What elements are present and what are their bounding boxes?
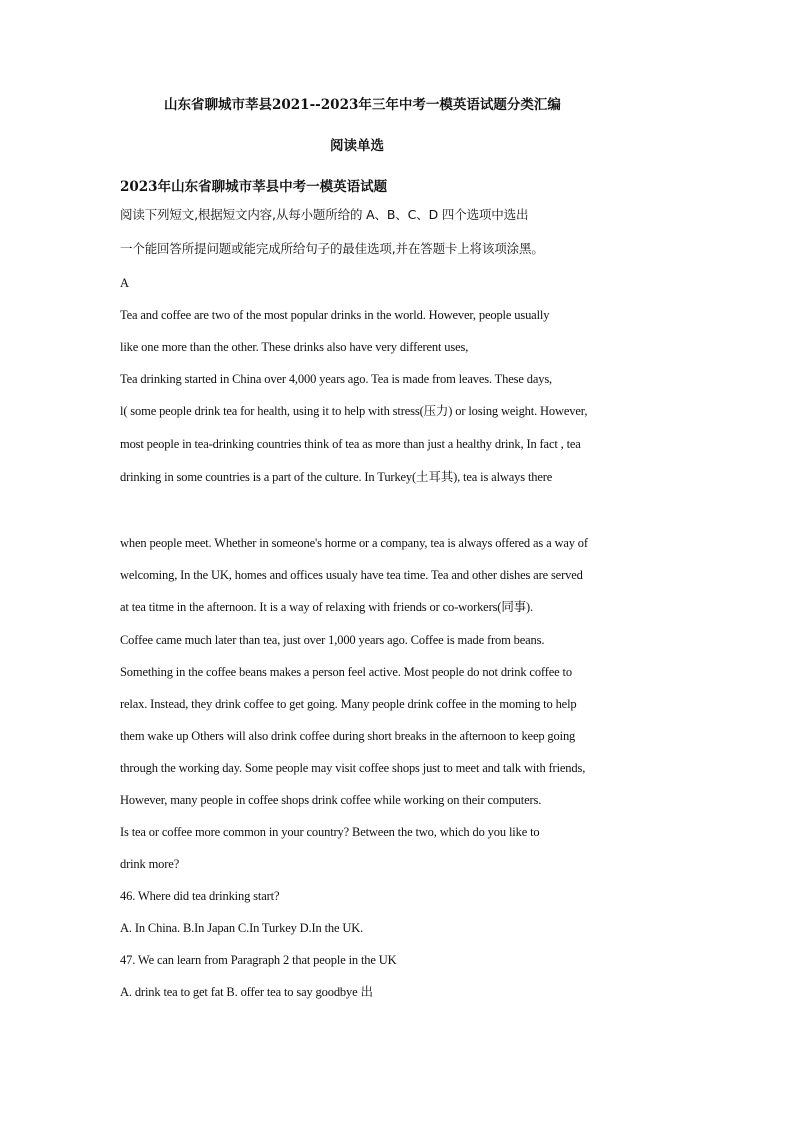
passage-label: A: [120, 276, 129, 290]
passage-line: Tea drinking started in China over 4,000 years ago. Tea is made from leaves. These days,: [120, 372, 553, 386]
passage-line: Something in the coffee beans makes a person feel active. Most people do not drink coffee to: [120, 665, 572, 679]
passage-line: through the working day. Some people may visit coffee shops just to meet and talk with friends,: [120, 761, 586, 775]
question-options: A. drink tea to get fat B. offer tea to say goodbye 出: [120, 985, 373, 999]
passage-line: Coffee came much later than tea, just over 1,000 years ago. Coffee is made from beans.: [120, 633, 545, 647]
instruction-line: 一个能回答所提问题或能完成所给句子的最佳选项,并在答题卡上将该项涂黑。: [120, 241, 544, 256]
section-title: 2023年山东省聊城市莘县中考一模英语试题: [120, 179, 388, 195]
instruction-line: 阅读下列短文,根据短文内容,从每小题所给的 A、B、C、D 四个选项中选出: [120, 207, 529, 222]
passage-line: l( some people drink tea for health, using it to help with stress(压力) or losing weight. However,: [120, 404, 588, 418]
passage-line: Tea and coffee are two of the most popular drinks in the world. However, people usually: [120, 308, 550, 322]
passage-line: relax. Instead, they drink coffee to get going. Many people drink coffee in the moming to help: [120, 697, 577, 711]
passage-line: when people meet. Whether in someone's horme or a company, tea is always offered as a way of: [120, 536, 588, 550]
main-title: 山东省聊城市莘县2021--2023年三年中考一模英语试题分类汇编: [164, 97, 561, 113]
question-stem: 46. Where did tea drinking start?: [120, 889, 280, 903]
passage-line: drinking in some countries is a part of the culture. In Turkey(土耳其), tea is always there: [120, 470, 553, 484]
passage-line: most people in tea-drinking countries think of tea as more than just a healthy drink, In fact , tea: [120, 437, 581, 451]
question-options: A. In China. B.In Japan C.In Turkey D.In the UK.: [120, 921, 364, 935]
passage-line: However, many people in coffee shops drink coffee while working on their computers.: [120, 793, 542, 807]
passage-line: drink more?: [120, 857, 180, 871]
passage-line: welcoming, In the UK, homes and offices usualy have tea time. Tea and other dishes are served: [120, 568, 583, 582]
passage-line: Is tea or coffee more common in your country? Between the two, which do you like to: [120, 825, 540, 839]
passage-line: them wake up Others will also drink coffee during short breaks in the afternoon to keep going: [120, 729, 576, 743]
sub-title: 阅读单选: [330, 138, 384, 154]
question-stem: 47. We can learn from Paragraph 2 that people in the UK: [120, 953, 397, 967]
passage-line: at tea titme in the afternoon. It is a way of relaxing with friends or co-workers(同事).: [120, 600, 534, 614]
passage-line: like one more than the other. These drinks also have very different uses,: [120, 340, 469, 354]
